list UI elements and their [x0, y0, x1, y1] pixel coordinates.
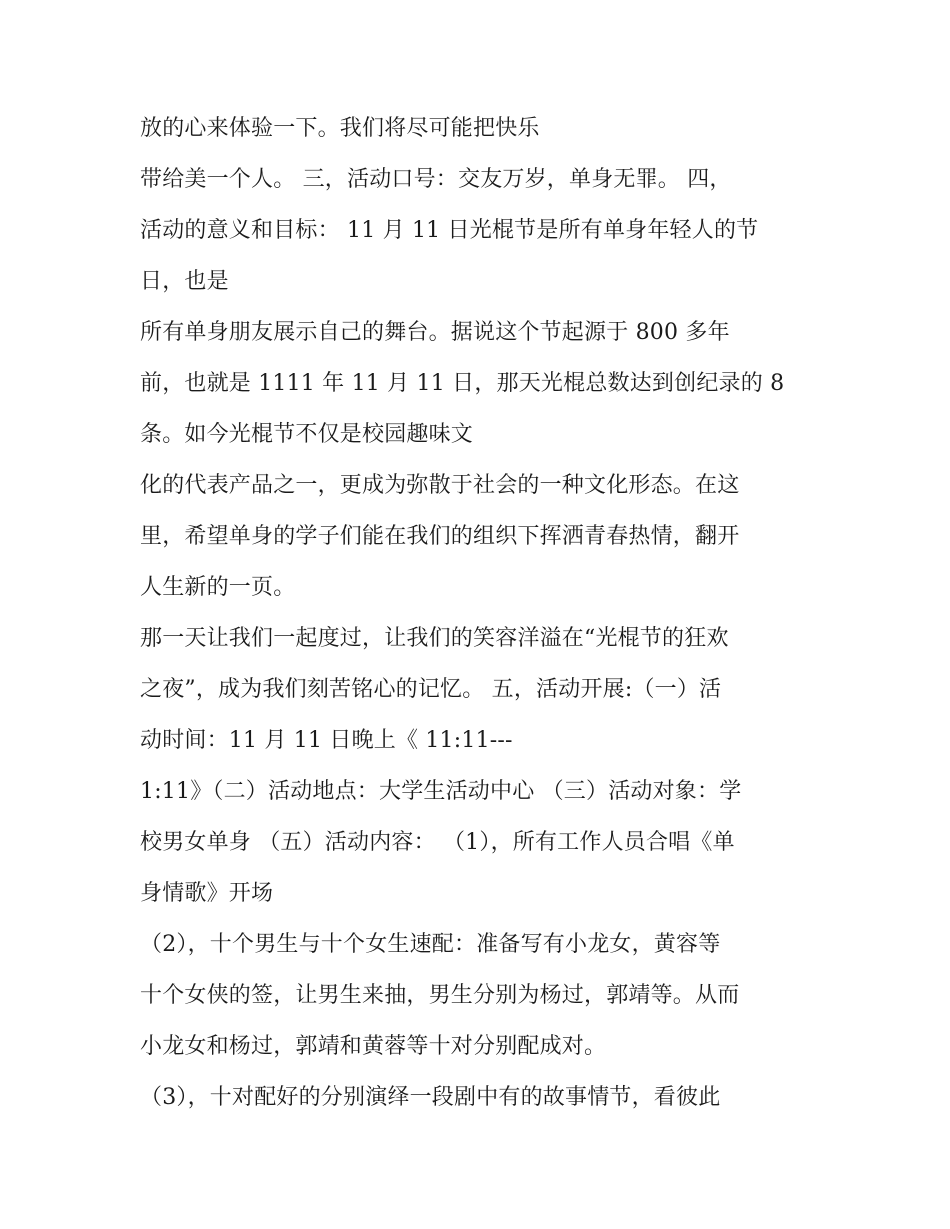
text-line-13: 动时间：11 月 11 日晚上《 11:11---: [140, 728, 513, 753]
text-line-12: 之夜”，成为我们刻苦铭心的记忆。 五，活动开展:（一）活: [140, 677, 722, 702]
text-line-11: 那一天让我们一起度过，让我们的笑容洋溢在“光棍节的狂欢: [140, 626, 729, 651]
text-line-18: 十个女侠的签，让男生来抽，男生分别为杨过，郭靖等。从而: [140, 983, 740, 1008]
text-line-1: 放的心来体验一下。我们将尽可能把快乐: [140, 116, 540, 141]
text-line-17: （2），十个男生与十个女生速配：准备写有小龙女，黄容等: [140, 932, 721, 957]
text-line-6: 前，也就是 1111 年 11 月 11 日，那天光棍总数达到创纪录的 8: [140, 371, 785, 396]
text-line-19: 小龙女和杨过，郭靖和黄蓉等十对分别配成对。: [140, 1034, 607, 1059]
text-line-2: 带给美一个人。 三，活动口号：交友万岁，单身无罪。 四，: [140, 167, 732, 192]
document-body: [140, 103, 830, 1123]
text-line-7: 条。如今光棍节不仅是校园趣味文: [140, 422, 474, 447]
text-line-4: 日，也是: [140, 269, 229, 294]
text-line-5: 所有单身朋友展示自己的舞台。据说这个节起源于 800 多年: [140, 320, 730, 345]
text-line-10: 人生新的一页。: [140, 575, 296, 600]
text-line-8: 化的代表产品之一，更成为弥散于社会的一种文化形态。在这: [140, 473, 740, 498]
text-line-14: 1:11》（二）活动地点：大学生活动中心 （三）活动对象：学: [140, 779, 742, 804]
text-line-20: （3），十对配好的分别演绎一段剧中有的故事情节，看彼此: [140, 1085, 721, 1110]
text-line-9: 里，希望单身的学子们能在我们的组织下挥洒青春热情，翻开: [140, 524, 740, 549]
text-line-3: 活动的意义和目标： 11 月 11 日光棍节是所有单身年轻人的节: [140, 218, 759, 243]
text-line-16: 身情歌》开场: [140, 881, 274, 906]
text-line-15: 校男女单身 （五）活动内容： （1），所有工作人员合唱《单: [140, 830, 735, 855]
